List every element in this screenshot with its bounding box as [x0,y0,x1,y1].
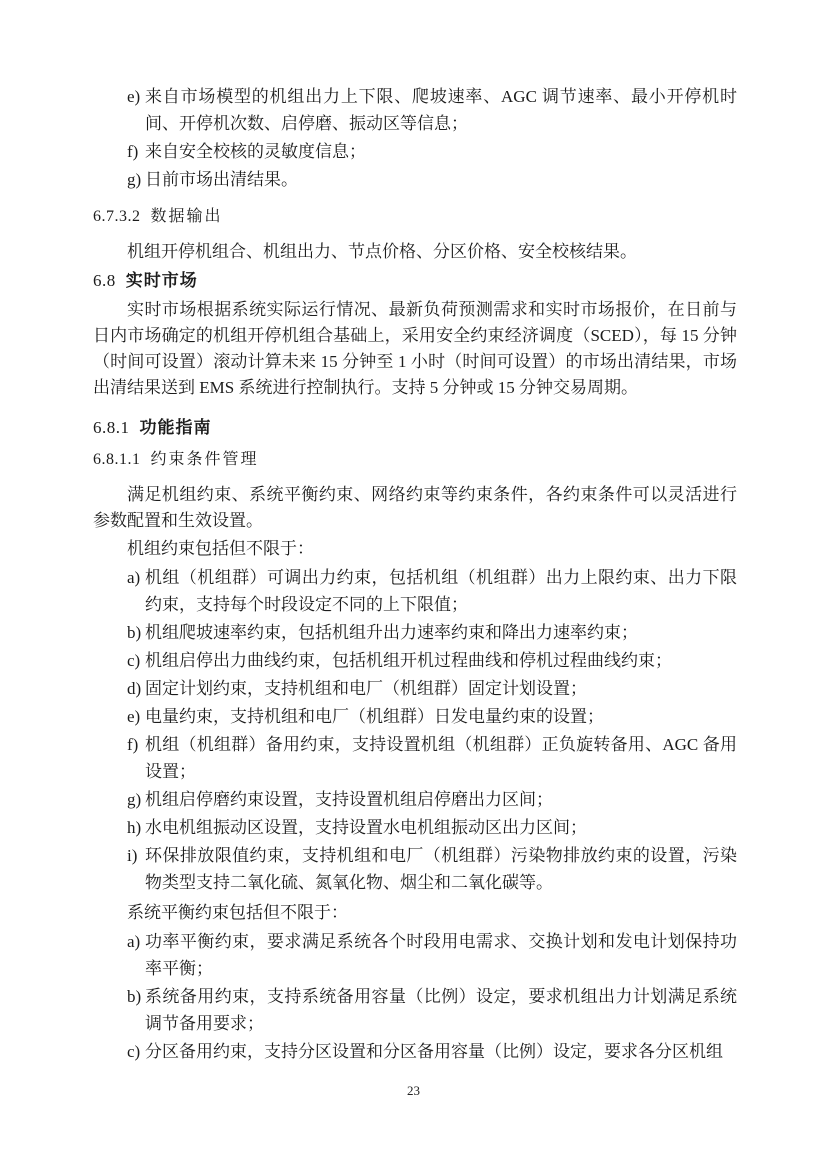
list-item-marker: g) [127,170,142,189]
list-item-text: 功率平衡约束，要求满足系统各个时段用电需求、交换计划和发电计划保持功率平衡； [145,932,737,978]
list-item [93,703,737,730]
list-item-text: 分区备用约束，支持分区设置和分区备用容量（比例）设定，要求各分区机组 [145,1042,723,1061]
heading-function-guide [93,415,737,441]
unit-constraints-list [93,564,737,896]
list-item-marker: b) [127,623,142,642]
heading-number: 6.8 [93,271,116,290]
page-content [93,82,737,1066]
list-item-text: 日前市场出清结果。 [145,170,298,189]
heading-title: 功能指南 [139,418,212,437]
paragraph-unit-constraints-lead: 机组约束包括但不限于： [127,539,314,558]
heading-realtime-market [93,268,737,294]
list-item [93,842,737,896]
list-item [93,83,737,137]
list-item-marker: h) [127,818,142,837]
list-item-text: 固定计划约束，支持机组和电厂（机组群）固定计划设置； [145,679,587,698]
list-item [93,675,737,702]
paragraph-constraint-intro: 满足机组约束、系统平衡约束、网络约束等约束条件，各约束条件可以灵活进行参数配置和生效设置。 [93,485,737,530]
paragraph-balance-lead: 系统平衡约束包括但不限于： [127,903,348,922]
list-item [93,166,737,193]
list-item-marker: f) [127,142,139,161]
list-item-text: 系统备用约束，支持系统备用容量（比例）设定，要求机组出力计划满足系统调节备用要求； [145,987,737,1033]
list-item-marker: e) [127,87,141,106]
page-number: 23 [407,1083,420,1098]
list-item [93,1038,737,1065]
list-item-marker: c) [127,651,141,670]
heading-title: 数据输出 [150,208,223,225]
list-item [93,983,737,1037]
list-item-text: 电量约束，支持机组和电厂（机组群）日发电量约束的设置； [145,707,604,726]
list-item [93,814,737,841]
heading-constraint-management [93,447,737,473]
list-item [93,138,737,165]
heading-number: 6.7.3.2 [93,208,141,225]
list-item-text: 机组（机组群）可调出力约束，包括机组（机组群）出力上限约束、出力下限约束，支持每个时段设定不同的上下限值； [145,568,737,614]
heading-data-output [93,204,737,230]
paragraph-data-output: 机组开停机组合、机组出力、节点价格、分区价格、安全校核结果。 [127,242,637,261]
list-item [93,786,737,813]
heading-number: 6.8.1.1 [93,451,141,468]
list-item-text: 机组启停磨约束设置，支持设置机组启停磨出力区间； [145,790,553,809]
list-item-text: 机组爬坡速率约束，包括机组升出力速率约束和降出力速率约束； [145,623,638,642]
list-item [93,647,737,674]
list-item [93,619,737,646]
list-item [93,928,737,982]
list-item-text: 来自安全校核的灵敏度信息； [145,142,366,161]
list-item-marker: g) [127,790,142,809]
carryover-list [93,83,737,193]
list-item-marker: i) [127,846,138,865]
list-item-marker: b) [127,987,142,1006]
list-item-marker: a) [127,568,141,587]
list-item [93,564,737,618]
list-item-marker: e) [127,707,141,726]
list-item-marker: c) [127,1042,141,1061]
list-item-marker: f) [127,735,139,754]
balance-constraints-list [93,928,737,1065]
heading-number: 6.8.1 [93,418,130,437]
heading-title: 约束条件管理 [150,451,259,468]
list-item-text: 水电机组振动区设置，支持设置水电机组振动区出力区间； [145,818,587,837]
list-item-marker: a) [127,932,141,951]
list-item-marker: d) [127,679,142,698]
heading-title: 实时市场 [125,271,198,290]
list-item-text: 来自市场模型的机组出力上下限、爬坡速率、AGC 调节速率、最小开停机时间、开停机次数、启停磨、振动区等信息； [145,87,737,133]
list-item-text: 机组（机组群）备用约束，支持设置机组（机组群）正负旋转备用、AGC 备用设置； [145,735,737,781]
list-item [93,731,737,785]
list-item-text: 环保排放限值约束，支持机组和电厂（机组群）污染物排放约束的设置，污染物类型支持二氧化硫、氮氧化物、烟尘和二氧化碳等。 [145,846,737,892]
paragraph-realtime-market: 实时市场根据系统实际运行情况、最新负荷预测需求和实时市场报价，在日前与日内市场确定的机组开停机组合基础上，采用安全约束经济调度（SCED），每 15 分钟（时间可设置）滚动计算未来 15 分钟至 1 小时（时间可设置）的市场出清结果，市场出清结果送到 EMS 系统进行控制执行。支持 5 分钟或 15 分钟交易周期。 [93,300,737,397]
list-item-text: 机组启停出力曲线约束，包括机组开机过程曲线和停机过程曲线约束； [145,651,672,670]
